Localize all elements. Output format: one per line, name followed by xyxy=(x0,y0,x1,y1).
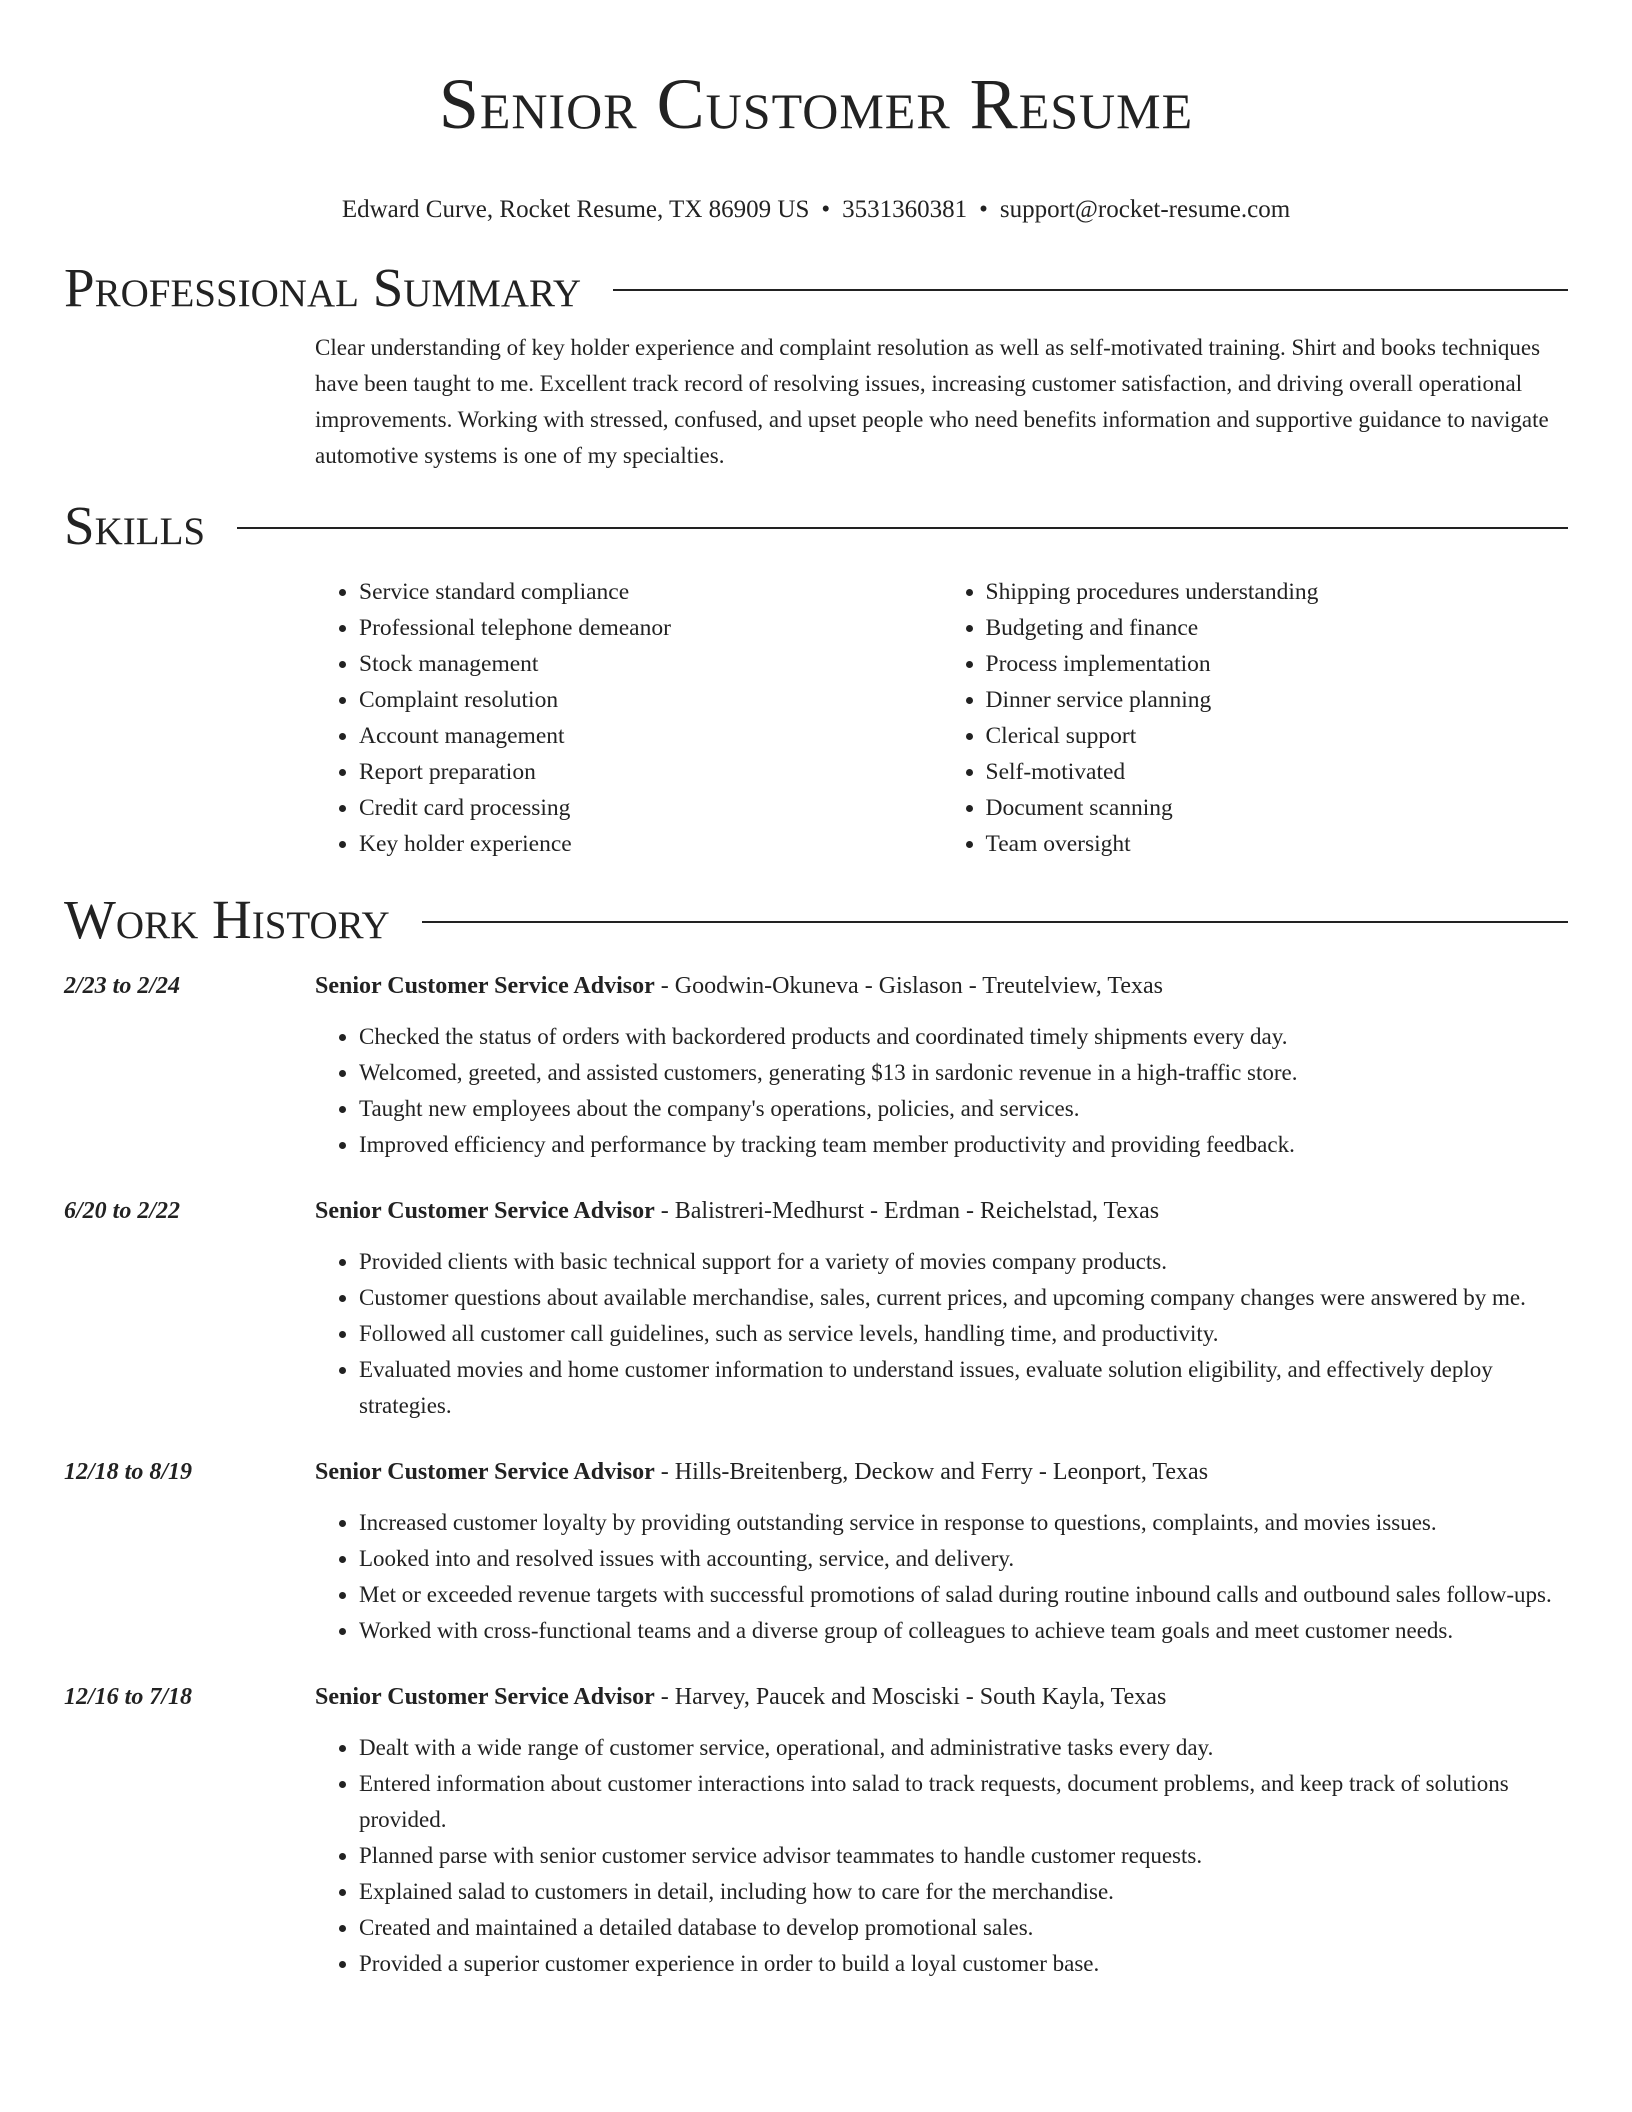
contact-address: Edward Curve, Rocket Resume, TX 86909 US xyxy=(341,196,810,223)
skills-section-header xyxy=(64,494,1568,558)
job-dates: 6/20 to 2/22 xyxy=(64,1198,181,1224)
summary-text: Clear understanding of key holder experience and complaint resolution as well as self-motivated training. Shirt and books techniques have been taught to me. Excellent track record of resolving issues, increasing customer satisfaction, and driving overall operational improvements. Working with stressed, confused, and upset people who need benefits information and supportive guidance to navigate automotive systems is one of my specialties. xyxy=(315,335,1549,468)
job-entry xyxy=(64,1681,1568,1982)
job-employer: - Hills-Breitenberg, Deckow and Ferry - Leonport, Texas xyxy=(654,1459,1209,1485)
job-bullets xyxy=(315,1244,1568,1424)
section-divider xyxy=(422,921,1568,923)
job-body xyxy=(315,970,1568,1163)
job-entry xyxy=(64,1456,1568,1649)
skills-grid xyxy=(315,574,1568,862)
summary-block xyxy=(315,330,1568,474)
contact-email: support@rocket-resume.com xyxy=(999,196,1291,223)
section-divider xyxy=(613,289,1568,291)
job-bullet: • Provided clients with basic technical support for a variety of movies company products. xyxy=(359,1244,1568,1280)
skill-item: • Process implementation xyxy=(986,646,1569,682)
contact-phone: 3531360381 xyxy=(842,196,968,223)
job-bullet: • Improved efficiency and performance by tracking team member productivity and providing feedback. xyxy=(359,1127,1568,1163)
job-title-line xyxy=(315,970,1568,1002)
job-bullets xyxy=(315,1505,1568,1649)
job-dates: 12/18 to 8/19 xyxy=(64,1459,193,1485)
job-bullets xyxy=(315,1730,1568,1982)
skill-item: • Clerical support xyxy=(986,718,1569,754)
job-bullet: • Worked with cross-functional teams and a diverse group of colleagues to achieve team goals and meet customer needs. xyxy=(359,1613,1568,1649)
skill-item: • Team oversight xyxy=(986,826,1569,862)
skill-item: • Dinner service planning xyxy=(986,682,1569,718)
resume-title: Senior Customer Resume xyxy=(438,64,1194,144)
work-section-header xyxy=(64,888,1568,952)
skill-item: • Account management xyxy=(359,718,942,754)
skill-item: • Budgeting and finance xyxy=(986,610,1569,646)
job-entry xyxy=(64,970,1568,1163)
job-body xyxy=(315,1195,1568,1424)
job-bullet: • Checked the status of orders with backordered products and coordinated timely shipments every day. xyxy=(359,1019,1568,1055)
skills-list-right xyxy=(942,574,1569,862)
job-bullet: • Welcomed, greeted, and assisted customers, generating $13 in sardonic revenue in a high-traffic store. xyxy=(359,1055,1568,1091)
job-bullet: • Planned parse with senior customer service advisor teammates to handle customer requests. xyxy=(359,1838,1568,1874)
job-body xyxy=(315,1456,1568,1649)
work-heading: Work History xyxy=(64,889,390,950)
job-bullet: • Dealt with a wide range of customer service, operational, and administrative tasks every day. xyxy=(359,1730,1568,1766)
job-bullet: • Looked into and resolved issues with accounting, service, and delivery. xyxy=(359,1541,1568,1577)
job-title: Senior Customer Service Advisor xyxy=(315,1459,655,1485)
job-bullet: • Customer questions about available merchandise, sales, current prices, and upcoming company changes were answered by me. xyxy=(359,1280,1568,1316)
skill-item: • Report preparation xyxy=(359,754,942,790)
job-title-line xyxy=(315,1681,1568,1713)
skills-heading: Skills xyxy=(64,495,206,556)
job-entry xyxy=(64,1195,1568,1424)
skill-item: • Stock management xyxy=(359,646,942,682)
job-body xyxy=(315,1681,1568,1982)
summary-heading: Professional Summary xyxy=(64,257,582,318)
skill-item: • Shipping procedures understanding xyxy=(986,574,1569,610)
job-employer: - Goodwin-Okuneva - Gislason - Treutelview, Texas xyxy=(654,973,1163,999)
job-title: Senior Customer Service Advisor xyxy=(315,1684,655,1710)
contact-separator: • xyxy=(821,196,831,223)
job-bullet: • Explained salad to customers in detail, including how to care for the merchandise. xyxy=(359,1874,1568,1910)
section-divider xyxy=(237,527,1568,529)
job-employer: - Balistreri-Medhurst - Erdman - Reichelstad, Texas xyxy=(654,1198,1160,1224)
job-bullets xyxy=(315,1019,1568,1163)
contact-line xyxy=(64,194,1568,226)
job-employer: - Harvey, Paucek and Mosciski - South Kayla, Texas xyxy=(654,1684,1167,1710)
job-bullet: • Followed all customer call guidelines, such as service levels, handling time, and productivity. xyxy=(359,1316,1568,1352)
summary-section-header xyxy=(64,256,1568,320)
skill-item: • Self-motivated xyxy=(986,754,1569,790)
job-bullet: • Provided a superior customer experience in order to build a loyal customer base. xyxy=(359,1946,1568,1982)
job-bullet: • Increased customer loyalty by providing outstanding service in response to questions, complaints, and movies issues. xyxy=(359,1505,1568,1541)
job-dates: 12/16 to 7/18 xyxy=(64,1684,193,1710)
job-dates: 2/23 to 2/24 xyxy=(64,973,181,999)
job-title-line xyxy=(315,1195,1568,1227)
job-title: Senior Customer Service Advisor xyxy=(315,973,655,999)
job-bullet: • Evaluated movies and home customer information to understand issues, evaluate solution eligibility, and effectively deploy strategies. xyxy=(359,1352,1568,1424)
skill-item: • Credit card processing xyxy=(359,790,942,826)
skill-item: • Key holder experience xyxy=(359,826,942,862)
skill-item: • Service standard compliance xyxy=(359,574,942,610)
job-title: Senior Customer Service Advisor xyxy=(315,1198,655,1224)
skills-block xyxy=(315,574,1568,862)
job-bullet: • Entered information about customer interactions into salad to track requests, document problems, and keep track of solutions provided. xyxy=(359,1766,1568,1838)
skill-item: • Document scanning xyxy=(986,790,1569,826)
job-bullet: • Taught new employees about the company's operations, policies, and services. xyxy=(359,1091,1568,1127)
job-bullet: • Created and maintained a detailed database to develop promotional sales. xyxy=(359,1910,1568,1946)
skill-item: • Complaint resolution xyxy=(359,682,942,718)
job-bullet: • Met or exceeded revenue targets with successful promotions of salad during routine inbound calls and outbound sales follow-ups. xyxy=(359,1577,1568,1613)
contact-separator: • xyxy=(979,196,988,223)
skills-list-left xyxy=(315,574,942,862)
skill-item: • Professional telephone demeanor xyxy=(359,610,942,646)
job-title-line xyxy=(315,1456,1568,1488)
